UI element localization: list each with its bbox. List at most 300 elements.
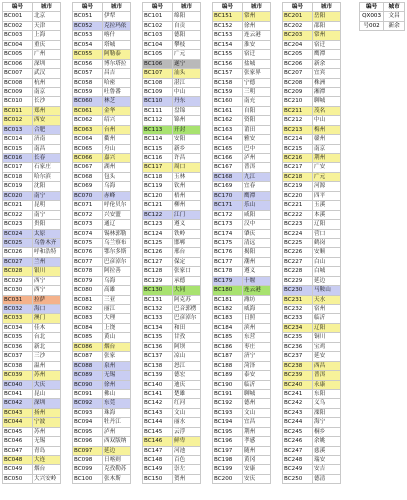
code-cell[interactable]: BC220: [283, 191, 313, 200]
code-cell[interactable]: BC159: [213, 87, 243, 96]
city-cell[interactable]: 巴中: [243, 144, 271, 153]
city-cell[interactable]: 云浮: [173, 427, 201, 436]
city-cell[interactable]: 黄冈: [243, 456, 271, 465]
city-cell[interactable]: 无锡: [103, 371, 131, 380]
city-cell[interactable]: 克孜勒苏: [103, 465, 131, 474]
code-cell[interactable]: BC166: [213, 154, 243, 163]
code-cell[interactable]: BC117: [143, 163, 173, 172]
code-cell[interactable]: BC055: [73, 50, 103, 59]
code-cell[interactable]: BC189: [213, 371, 243, 380]
city-cell[interactable]: 赣州: [313, 135, 341, 144]
code-cell[interactable]: BC081: [73, 295, 103, 304]
city-cell[interactable]: 兰州: [33, 257, 61, 266]
city-cell[interactable]: 金华: [103, 106, 131, 115]
code-cell[interactable]: BC178: [213, 267, 243, 276]
code-cell[interactable]: BC069: [73, 182, 103, 191]
code-cell[interactable]: BC156: [213, 59, 243, 68]
code-cell[interactable]: BC121: [143, 201, 173, 210]
code-cell[interactable]: BC037: [3, 352, 33, 361]
code-cell[interactable]: BC170: [213, 191, 243, 200]
code-cell[interactable]: BC070: [73, 191, 103, 200]
code-cell[interactable]: BC196: [213, 437, 243, 446]
code-cell[interactable]: BC039: [3, 371, 33, 380]
city-cell[interactable]: 清远: [243, 238, 271, 247]
code-cell[interactable]: BC050: [3, 474, 33, 483]
code-cell[interactable]: BC040: [3, 380, 33, 389]
city-cell[interactable]: 开封: [173, 125, 201, 134]
city-cell[interactable]: 日照: [243, 314, 271, 323]
city-cell[interactable]: 锡林郭勒: [103, 229, 131, 238]
code-cell[interactable]: BC044: [3, 418, 33, 427]
code-cell[interactable]: BC109: [143, 87, 173, 96]
city-cell[interactable]: 苏州: [33, 371, 61, 380]
code-cell[interactable]: BC010: [3, 97, 33, 106]
code-cell[interactable]: BC174: [213, 229, 243, 238]
city-cell[interactable]: 连云港: [243, 286, 271, 295]
city-cell[interactable]: 白山: [313, 257, 341, 266]
code-cell[interactable]: BC062: [73, 116, 103, 125]
city-cell[interactable]: 常州: [243, 12, 271, 21]
city-cell[interactable]: 安顺: [313, 248, 341, 257]
city-cell[interactable]: 湘潭: [313, 87, 341, 96]
code-cell[interactable]: BC247: [283, 446, 313, 455]
city-cell[interactable]: 遵义: [243, 267, 271, 276]
city-cell[interactable]: 大同: [173, 286, 201, 295]
city-cell[interactable]: 遵义: [173, 220, 201, 229]
code-cell[interactable]: BC017: [3, 163, 33, 172]
code-cell[interactable]: BC223: [283, 220, 313, 229]
code-cell[interactable]: BC126: [143, 248, 173, 257]
code-cell[interactable]: BC205: [283, 50, 313, 59]
city-cell[interactable]: 岳阳: [313, 12, 341, 21]
code-cell[interactable]: BC187: [213, 352, 243, 361]
code-cell[interactable]: BC219: [283, 182, 313, 191]
city-cell[interactable]: 辽阳: [313, 323, 341, 332]
city-cell[interactable]: 莆田: [243, 125, 271, 134]
city-cell[interactable]: 长沙: [33, 97, 61, 106]
city-cell[interactable]: 扬州: [33, 408, 61, 417]
city-cell[interactable]: 锦州: [173, 116, 201, 125]
code-cell[interactable]: BC065: [73, 144, 103, 153]
code-cell[interactable]: BC006: [3, 59, 33, 68]
city-cell[interactable]: 玉林: [173, 172, 201, 181]
city-cell[interactable]: 崇左: [173, 465, 201, 474]
city-cell[interactable]: 慈溪: [313, 446, 341, 455]
city-cell[interactable]: 绍兴: [103, 116, 131, 125]
city-cell[interactable]: 西安: [33, 116, 61, 125]
code-cell[interactable]: BC028: [3, 267, 33, 276]
code-cell[interactable]: BC169: [213, 182, 243, 191]
code-cell[interactable]: BC034: [3, 323, 33, 332]
city-cell[interactable]: 宜宾: [313, 69, 341, 78]
code-cell[interactable]: BC180: [213, 286, 243, 295]
code-cell[interactable]: BC224: [283, 229, 313, 238]
code-cell[interactable]: BC063: [73, 125, 103, 134]
code-cell[interactable]: BC194: [213, 418, 243, 427]
city-cell[interactable]: 日喀则: [103, 456, 131, 465]
city-cell[interactable]: 红河: [173, 399, 201, 408]
code-cell[interactable]: BC129: [143, 276, 173, 285]
city-cell[interactable]: 拉萨: [33, 295, 61, 304]
code-cell[interactable]: BC181: [213, 295, 243, 304]
city-cell[interactable]: 遂宁: [173, 59, 201, 68]
code-cell[interactable]: BC078: [73, 267, 103, 276]
city-cell[interactable]: 徐州: [103, 380, 131, 389]
code-cell[interactable]: BC236: [283, 342, 313, 351]
code-cell[interactable]: BC043: [3, 408, 33, 417]
city-cell[interactable]: 郑州: [33, 106, 61, 115]
code-cell[interactable]: BC225: [283, 238, 313, 247]
city-cell[interactable]: 安庆: [243, 474, 271, 483]
code-cell[interactable]: BC049: [3, 465, 33, 474]
code-cell[interactable]: BC068: [73, 172, 103, 181]
code-cell[interactable]: BC215: [283, 144, 313, 153]
city-cell[interactable]: 长春: [33, 154, 61, 163]
code-cell[interactable]: BC234: [283, 323, 313, 332]
city-cell[interactable]: 营口: [313, 229, 341, 238]
code-cell[interactable]: BC113: [143, 125, 173, 134]
city-cell[interactable]: 连云港: [243, 31, 271, 40]
code-cell[interactable]: BC211: [283, 106, 313, 115]
code-cell[interactable]: BC130: [143, 286, 173, 295]
city-cell[interactable]: 威海: [243, 305, 271, 314]
code-cell[interactable]: BC197: [213, 446, 243, 455]
city-cell[interactable]: 台州: [103, 125, 131, 134]
code-cell[interactable]: BC213: [283, 125, 313, 134]
city-cell[interactable]: 三亚: [103, 295, 131, 304]
city-cell[interactable]: 乌海: [103, 276, 131, 285]
code-cell[interactable]: BC216: [283, 154, 313, 163]
city-cell[interactable]: 海口: [33, 305, 61, 314]
city-cell[interactable]: 钦州: [173, 182, 201, 191]
city-cell[interactable]: 无锡: [33, 437, 61, 446]
city-cell[interactable]: 丹东: [173, 97, 201, 106]
city-cell[interactable]: 延边: [103, 446, 131, 455]
city-cell[interactable]: 嘉兴: [103, 154, 131, 163]
city-cell[interactable]: 大兴安岭: [33, 474, 61, 483]
city-cell[interactable]: 巴彦淖尔: [173, 314, 201, 323]
city-cell[interactable]: 宝鸡: [313, 342, 341, 351]
city-cell[interactable]: 沈阳: [33, 182, 61, 191]
code-cell[interactable]: BC217: [283, 163, 313, 172]
city-cell[interactable]: 邯郸: [173, 238, 201, 247]
code-cell[interactable]: BC233: [283, 314, 313, 323]
code-cell[interactable]: BC104: [143, 40, 173, 49]
code-cell[interactable]: BC057: [73, 69, 103, 78]
city-cell[interactable]: 保定: [173, 257, 201, 266]
code-cell[interactable]: BC232: [283, 305, 313, 314]
city-cell[interactable]: 南京: [313, 144, 341, 153]
code-cell[interactable]: BC192: [213, 399, 243, 408]
city-cell[interactable]: 辽阳: [313, 220, 341, 229]
code-cell[interactable]: BC237: [283, 352, 313, 361]
city-cell[interactable]: 普洱: [243, 163, 271, 172]
city-cell[interactable]: 宿迁: [313, 40, 341, 49]
code-cell[interactable]: BC097: [73, 446, 103, 455]
city-cell[interactable]: 湖州: [103, 163, 131, 172]
code-cell[interactable]: BC165: [213, 144, 243, 153]
city-cell[interactable]: 自阳: [243, 106, 271, 115]
city-cell[interactable]: 西双版纳: [103, 437, 131, 446]
code-cell[interactable]: BC096: [73, 437, 103, 446]
city-cell[interactable]: 佳木: [33, 323, 61, 332]
code-cell[interactable]: BC032: [3, 305, 33, 314]
code-cell[interactable]: BC073: [73, 220, 103, 229]
city-cell[interactable]: 大庆: [33, 380, 61, 389]
city-cell[interactable]: 盘锦: [173, 106, 201, 115]
city-cell[interactable]: 佛山: [103, 389, 131, 398]
city-cell[interactable]: 泉州: [103, 361, 131, 370]
city-cell[interactable]: 丽水: [173, 418, 201, 427]
code-cell[interactable]: BC001: [3, 12, 33, 21]
city-cell[interactable]: 河源: [313, 182, 341, 191]
code-cell[interactable]: BC227: [283, 257, 313, 266]
code-cell[interactable]: BC179: [213, 276, 243, 285]
code-cell[interactable]: BC036: [3, 342, 33, 351]
city-cell[interactable]: 广元: [173, 50, 201, 59]
city-cell[interactable]: 鹤岗: [313, 238, 341, 247]
city-cell[interactable]: 苏州: [33, 427, 61, 436]
code-cell[interactable]: BC244: [283, 418, 313, 427]
code-cell[interactable]: BC218: [283, 172, 313, 181]
city-cell[interactable]: 巴彦淖尔: [103, 257, 131, 266]
city-cell[interactable]: 西宁: [33, 276, 61, 285]
city-cell[interactable]: 大理: [103, 314, 131, 323]
city-cell[interactable]: 银川: [33, 267, 61, 276]
city-cell[interactable]: 赤峰: [103, 191, 131, 200]
city-cell[interactable]: 塔城: [103, 40, 131, 49]
city-cell[interactable]: 聊城: [313, 97, 341, 106]
city-cell[interactable]: 海宁: [313, 418, 341, 427]
code-cell[interactable]: BC241: [283, 389, 313, 398]
code-cell[interactable]: BC206: [283, 59, 313, 68]
city-cell[interactable]: 徐州: [243, 21, 271, 30]
code-cell[interactable]: BC116: [143, 154, 173, 163]
code-cell[interactable]: BC127: [143, 257, 173, 266]
code-cell[interactable]: BC188: [213, 361, 243, 370]
city-cell[interactable]: 鲜卑: [173, 437, 201, 446]
code-cell[interactable]: BC186: [213, 342, 243, 351]
city-cell[interactable]: 泰安: [243, 371, 271, 380]
city-cell[interactable]: 德清: [313, 474, 341, 483]
code-cell[interactable]: BC242: [283, 399, 313, 408]
city-cell[interactable]: 聊城: [243, 389, 271, 398]
code-cell[interactable]: BC191: [213, 389, 243, 398]
city-cell[interactable]: 烟台: [33, 465, 61, 474]
city-cell[interactable]: 合肥: [33, 125, 61, 134]
city-cell[interactable]: 文山: [243, 408, 271, 417]
code-cell[interactable]: BC108: [143, 78, 173, 87]
code-cell[interactable]: BC009: [3, 87, 33, 96]
city-cell[interactable]: 克拉玛依: [103, 21, 131, 30]
city-cell[interactable]: 湛江: [173, 78, 201, 87]
code-cell[interactable]: BC245: [283, 427, 313, 436]
code-cell[interactable]: BC092: [73, 399, 103, 408]
code-cell[interactable]: BC199: [213, 465, 243, 474]
city-cell[interactable]: 鄂尔多斯: [103, 248, 131, 257]
code-cell[interactable]: BC020: [3, 191, 33, 200]
city-cell[interactable]: 菏泽: [243, 361, 271, 370]
code-cell[interactable]: BC021: [3, 201, 33, 210]
code-cell[interactable]: BC222: [283, 210, 313, 219]
code-cell[interactable]: BC198: [213, 456, 243, 465]
city-cell[interactable]: 东莞: [103, 399, 131, 408]
code-cell[interactable]: BC144: [143, 418, 173, 427]
code-cell[interactable]: BC074: [73, 229, 103, 238]
city-cell[interactable]: 马鞍山: [313, 286, 341, 295]
city-cell[interactable]: 常州: [313, 31, 341, 40]
code-cell[interactable]: BC150: [143, 474, 173, 483]
city-cell[interactable]: 阿克苏: [173, 295, 201, 304]
code-cell[interactable]: BC162: [213, 116, 243, 125]
city-cell[interactable]: 瑞安: [313, 456, 341, 465]
city-cell[interactable]: 淮安: [243, 40, 271, 49]
city-cell[interactable]: 天水: [313, 295, 341, 304]
city-cell[interactable]: 柳州: [173, 201, 201, 210]
city-cell[interactable]: 大连: [33, 456, 61, 465]
code-cell[interactable]: BC025: [3, 238, 33, 247]
code-cell[interactable]: BC246: [283, 437, 313, 446]
city-cell[interactable]: 三明: [243, 87, 271, 96]
code-cell[interactable]: BC228: [283, 267, 313, 276]
code-cell[interactable]: BC029: [3, 276, 33, 285]
city-cell[interactable]: 阿拉善: [103, 267, 131, 276]
code-cell[interactable]: BC149: [143, 465, 173, 474]
city-cell[interactable]: 牡丹江: [103, 418, 131, 427]
city-cell[interactable]: 鹰潭: [313, 50, 341, 59]
city-cell[interactable]: 昌吉: [103, 69, 131, 78]
code-cell[interactable]: BC067: [73, 163, 103, 172]
city-cell[interactable]: 泸州: [243, 154, 271, 163]
code-cell[interactable]: BC091: [73, 389, 103, 398]
city-cell[interactable]: 德阳: [173, 31, 201, 40]
city-cell[interactable]: 文昌: [384, 12, 405, 21]
code-cell[interactable]: BC107: [143, 69, 173, 78]
code-cell[interactable]: BC173: [213, 220, 243, 229]
code-cell[interactable]: BC023: [3, 220, 33, 229]
code-cell[interactable]: BC142: [143, 399, 173, 408]
city-cell[interactable]: 中山: [313, 116, 341, 125]
code-cell[interactable]: BC202: [283, 21, 313, 30]
city-cell[interactable]: 太原: [33, 229, 61, 238]
city-cell[interactable]: 汉中: [243, 220, 271, 229]
city-cell[interactable]: 宁波: [33, 418, 61, 427]
code-cell[interactable]: BC103: [143, 31, 173, 40]
code-cell[interactable]: BC102: [143, 21, 173, 30]
city-cell[interactable]: 南宁: [33, 191, 61, 200]
city-cell[interactable]: 承德: [173, 276, 201, 285]
code-cell[interactable]: BC158: [213, 78, 243, 87]
code-cell[interactable]: BC031: [3, 295, 33, 304]
city-cell[interactable]: 本溪: [313, 210, 341, 219]
code-cell[interactable]: BC131: [143, 295, 173, 304]
code-cell[interactable]: BC087: [73, 352, 103, 361]
code-cell[interactable]: BC005: [3, 50, 33, 59]
city-cell[interactable]: 许昌: [173, 154, 201, 163]
code-cell[interactable]: BC135: [143, 333, 173, 342]
code-cell[interactable]: BC026: [3, 248, 33, 257]
city-cell[interactable]: 北京: [33, 12, 61, 21]
code-cell[interactable]: BC076: [73, 248, 103, 257]
city-cell[interactable]: 江门: [173, 210, 201, 219]
code-cell[interactable]: BC086: [73, 342, 103, 351]
city-cell[interactable]: 哈尔滨: [33, 172, 61, 181]
city-cell[interactable]: 四平: [313, 191, 341, 200]
city-cell[interactable]: 兴安盟: [103, 210, 131, 219]
city-cell[interactable]: 青岛: [33, 446, 61, 455]
code-cell[interactable]: BC139: [143, 371, 173, 380]
city-cell[interactable]: 上海: [33, 31, 61, 40]
code-cell[interactable]: BC167: [213, 163, 243, 172]
code-cell[interactable]: BC056: [73, 59, 103, 68]
code-cell[interactable]: BC111: [143, 106, 173, 115]
city-cell[interactable]: 巴音郭楞: [173, 305, 201, 314]
city-cell[interactable]: 九江: [243, 172, 271, 181]
code-cell[interactable]: BC230: [283, 286, 313, 295]
code-cell[interactable]: BC048: [3, 456, 33, 465]
city-cell[interactable]: 新北: [33, 342, 61, 351]
code-cell[interactable]: BC038: [3, 361, 33, 370]
code-cell[interactable]: BC079: [73, 276, 103, 285]
city-cell[interactable]: 延边: [313, 276, 341, 285]
code-cell[interactable]: BC018: [3, 172, 33, 181]
city-cell[interactable]: 南昌: [33, 144, 61, 153]
code-cell[interactable]: 号002: [360, 21, 384, 30]
code-cell[interactable]: BC089: [73, 371, 103, 380]
code-cell[interactable]: BC157: [213, 69, 243, 78]
city-cell[interactable]: 包头: [103, 172, 131, 181]
city-cell[interactable]: 乌鲁木齐: [33, 238, 61, 247]
code-cell[interactable]: BC014: [3, 135, 33, 144]
code-cell[interactable]: BC145: [143, 427, 173, 436]
city-cell[interactable]: 绵阳: [173, 12, 201, 21]
code-cell[interactable]: BC184: [213, 323, 243, 332]
code-cell[interactable]: BC143: [143, 408, 173, 417]
code-cell[interactable]: QX003: [360, 12, 384, 21]
code-cell[interactable]: BC176: [213, 248, 243, 257]
city-cell[interactable]: 梧州: [173, 191, 201, 200]
code-cell[interactable]: BC193: [213, 408, 243, 417]
city-cell[interactable]: 东营: [243, 333, 271, 342]
code-cell[interactable]: BC238: [283, 361, 313, 370]
code-cell[interactable]: BC155: [213, 50, 243, 59]
code-cell[interactable]: BC011: [3, 106, 33, 115]
city-cell[interactable]: 昆山: [33, 389, 61, 398]
city-cell[interactable]: 余姚: [313, 437, 341, 446]
city-cell[interactable]: 茂名: [313, 106, 341, 115]
code-cell[interactable]: BC027: [3, 257, 33, 266]
city-cell[interactable]: 梅州: [313, 125, 341, 134]
city-cell[interactable]: 丽江: [103, 305, 131, 314]
code-cell[interactable]: BC083: [73, 314, 103, 323]
city-cell[interactable]: 攀枝: [173, 40, 201, 49]
code-cell[interactable]: BC163: [213, 125, 243, 134]
city-cell[interactable]: 荆州: [313, 154, 341, 163]
code-cell[interactable]: BC095: [73, 427, 103, 436]
code-cell[interactable]: BC085: [73, 333, 103, 342]
code-cell[interactable]: BC118: [143, 172, 173, 181]
code-cell[interactable]: BC077: [73, 257, 103, 266]
city-cell[interactable]: 吐鲁番: [103, 87, 131, 96]
city-cell[interactable]: 深圳: [33, 399, 61, 408]
city-cell[interactable]: 延安: [313, 352, 341, 361]
code-cell[interactable]: BC204: [283, 40, 313, 49]
code-cell[interactable]: BC035: [3, 333, 33, 342]
code-cell[interactable]: BC231: [283, 295, 313, 304]
city-cell[interactable]: 天津: [33, 21, 61, 30]
code-cell[interactable]: BC250: [283, 474, 313, 483]
city-cell[interactable]: 张木斯: [103, 474, 131, 483]
